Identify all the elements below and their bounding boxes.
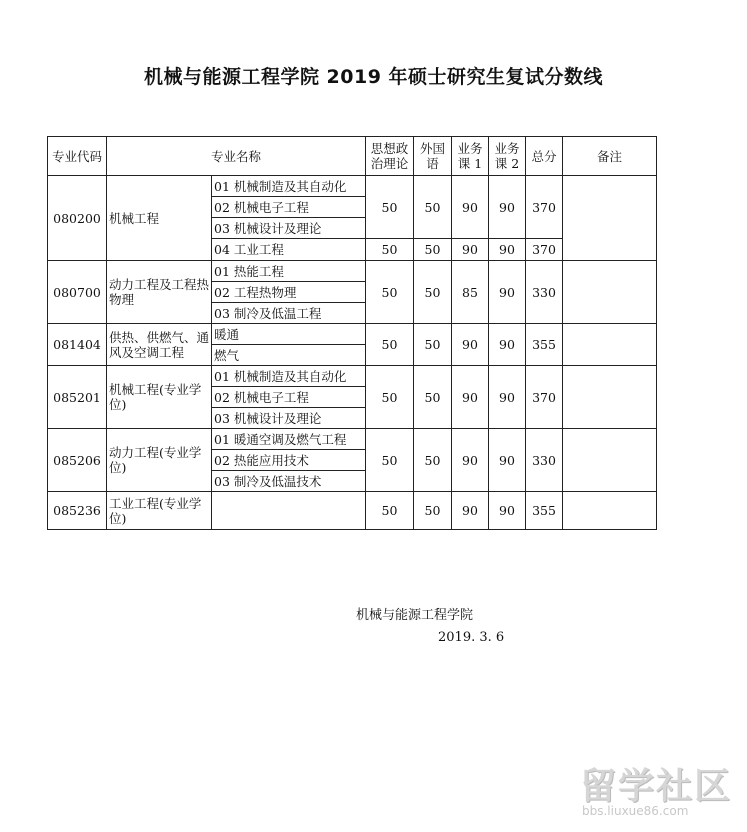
remark-cell <box>563 176 657 261</box>
course2-score: 90 <box>489 492 526 530</box>
major-name: 机械工程 <box>107 176 212 261</box>
politics-score: 50 <box>366 429 414 492</box>
header-code: 专业代码 <box>48 137 107 176</box>
direction-cell: 02 机械电子工程 <box>212 387 366 408</box>
course1-score: 90 <box>452 176 489 239</box>
table-row <box>48 261 657 282</box>
direction-cell: 燃气 <box>212 345 366 366</box>
foreign-score: 50 <box>414 366 452 429</box>
total-score: 355 <box>526 324 563 366</box>
foreign-score: 50 <box>414 429 452 492</box>
header-foreign: 外国语 <box>414 137 452 176</box>
course2-score: 90 <box>489 324 526 366</box>
direction-cell: 04 工业工程 <box>212 239 366 261</box>
table-row <box>48 429 657 450</box>
course1-score: 90 <box>452 366 489 429</box>
direction-cell: 02 工程热物理 <box>212 282 366 303</box>
politics-score: 50 <box>366 324 414 366</box>
politics-score: 50 <box>366 176 414 239</box>
header-name: 专业名称 <box>107 137 366 176</box>
course1-score: 90 <box>452 324 489 366</box>
header-course1: 业务课 1 <box>452 137 489 176</box>
course2-score: 90 <box>489 261 526 324</box>
major-code: 085206 <box>48 429 107 492</box>
footer-organization: 机械与能源工程学院 <box>356 608 474 623</box>
major-name: 工业工程(专业学位) <box>107 492 212 530</box>
course2-score: 90 <box>489 239 526 261</box>
remark-cell <box>563 366 657 429</box>
major-code: 080200 <box>48 176 107 261</box>
watermark-url: bbs.liuxue86.com <box>582 804 689 818</box>
total-score: 370 <box>526 366 563 429</box>
header-row <box>48 137 657 176</box>
course1-score: 90 <box>452 429 489 492</box>
politics-score: 50 <box>366 239 414 261</box>
major-code: 081404 <box>48 324 107 366</box>
table-row <box>48 366 657 387</box>
course1-score: 90 <box>452 239 489 261</box>
foreign-score: 50 <box>414 324 452 366</box>
direction-cell: 03 制冷及低温工程 <box>212 303 366 324</box>
total-score: 330 <box>526 261 563 324</box>
direction-cell: 03 机械设计及理论 <box>212 408 366 429</box>
header-politics: 思想政治理论 <box>366 137 414 176</box>
direction-cell: 暖通 <box>212 324 366 345</box>
course2-score: 90 <box>489 366 526 429</box>
watermark-logo-text: 留学社区 <box>580 766 733 807</box>
remark-cell <box>563 324 657 366</box>
politics-score: 50 <box>366 366 414 429</box>
page-title: 机械与能源工程学院 2019 年硕士研究生复试分数线 <box>143 66 604 88</box>
course2-score: 90 <box>489 176 526 239</box>
foreign-score: 50 <box>414 176 452 239</box>
remark-cell <box>563 492 657 530</box>
total-score: 355 <box>526 492 563 530</box>
site-watermark <box>580 758 740 828</box>
direction-cell: 02 机械电子工程 <box>212 197 366 218</box>
major-code: 085201 <box>48 366 107 429</box>
foreign-score: 50 <box>414 239 452 261</box>
direction-cell: 02 热能应用技术 <box>212 450 366 471</box>
table-row <box>48 324 657 345</box>
course1-score: 85 <box>452 261 489 324</box>
major-name: 机械工程(专业学位) <box>107 366 212 429</box>
politics-score: 50 <box>366 261 414 324</box>
major-name: 动力工程(专业学位) <box>107 429 212 492</box>
remark-cell <box>563 261 657 324</box>
major-code: 085236 <box>48 492 107 530</box>
direction-cell: 03 机械设计及理论 <box>212 218 366 239</box>
direction-cell: 01 机械制造及其自动化 <box>212 176 366 197</box>
remark-cell <box>563 429 657 492</box>
foreign-score: 50 <box>414 492 452 530</box>
direction-cell <box>212 492 366 530</box>
course1-score: 90 <box>452 492 489 530</box>
header-total: 总分 <box>526 137 563 176</box>
course2-score: 90 <box>489 429 526 492</box>
score-table <box>47 136 657 530</box>
direction-cell: 01 暖通空调及燃气工程 <box>212 429 366 450</box>
major-name: 动力工程及工程热物理 <box>107 261 212 324</box>
foreign-score: 50 <box>414 261 452 324</box>
direction-cell: 03 制冷及低温技术 <box>212 471 366 492</box>
total-score: 370 <box>526 176 563 239</box>
footer-date: 2019. 3. 6 <box>438 630 505 645</box>
direction-cell: 01 机械制造及其自动化 <box>212 366 366 387</box>
major-name: 供热、供燃气、通风及空调工程 <box>107 324 212 366</box>
total-score: 330 <box>526 429 563 492</box>
politics-score: 50 <box>366 492 414 530</box>
table-row <box>48 492 657 530</box>
total-score: 370 <box>526 239 563 261</box>
header-remark: 备注 <box>563 137 657 176</box>
table-row <box>48 176 657 197</box>
major-code: 080700 <box>48 261 107 324</box>
header-course2: 业务课 2 <box>489 137 526 176</box>
direction-cell: 01 热能工程 <box>212 261 366 282</box>
